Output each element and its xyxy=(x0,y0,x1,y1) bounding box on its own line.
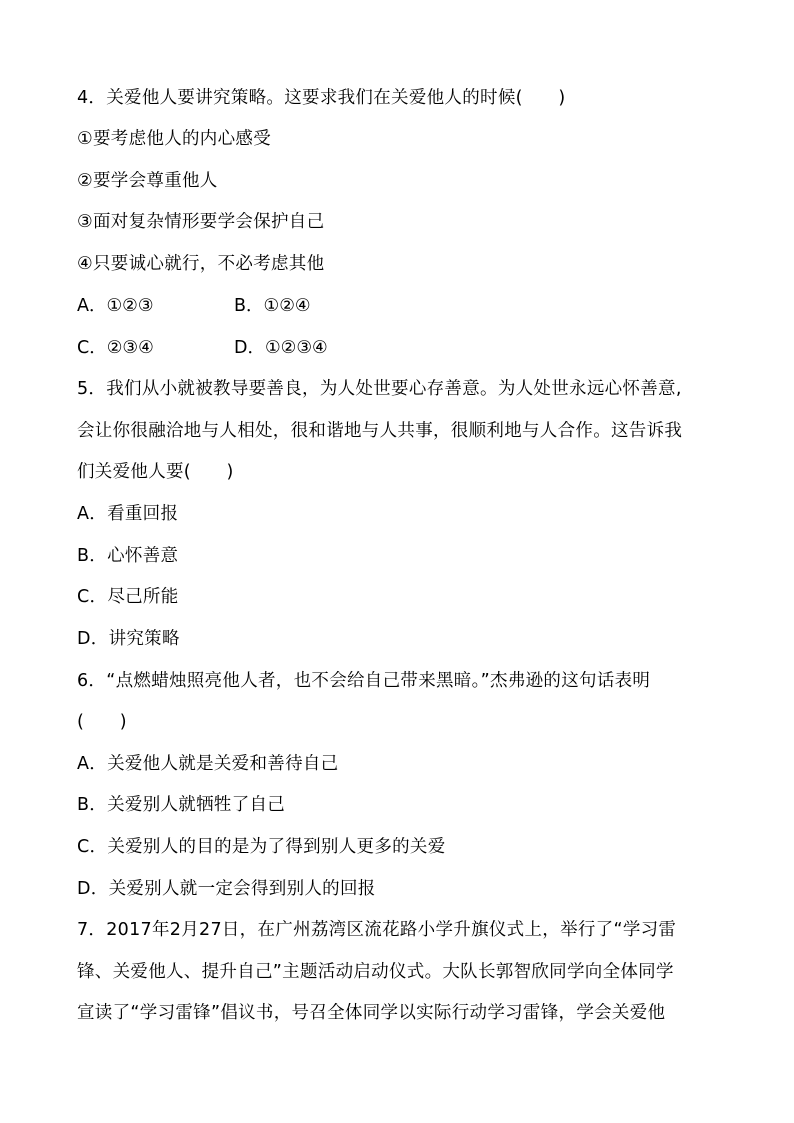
q7-stem-line-2: 锋、关爱他人、提升自己”主题活动启动仪式。大队长郭智欣同学向全体同学 xyxy=(77,962,674,982)
q4-option-c: C．②③④ xyxy=(77,338,154,358)
q4-options-row-1 xyxy=(77,294,311,318)
q7-stem-line-3: 宣读了“学习雷锋”倡议书，号召全体同学以实际行动学习雷锋，学会关爱他 xyxy=(77,1003,666,1023)
q4-item-4: ④只要诚心就行，不必考虑其他 xyxy=(77,254,325,274)
q5-option-d: D．讲究策略 xyxy=(77,629,180,649)
q6-option-a: A．关爱他人就是关爱和善待自己 xyxy=(77,754,339,774)
q4-stem: 4．关爱他人要讲究策略。这要求我们在关爱他人的时候( ) xyxy=(77,88,566,108)
q7-stem-line-1: 7．2017年2月27日，在广州荔湾区流花路小学升旗仪式上，举行了“学习雷 xyxy=(77,920,677,940)
q4-item-3: ③面对复杂情形要学会保护自己 xyxy=(77,212,325,232)
q5-stem-line-1: 5．我们从小就被教导要善良，为人处世要心存善意。为人处世永远心怀善意, xyxy=(77,379,682,399)
q6-stem-line-2: ( ) xyxy=(77,712,127,732)
q4-options-row-2 xyxy=(77,336,328,360)
q4-option-b: B．①②④ xyxy=(234,296,311,316)
q5-option-a: A．看重回报 xyxy=(77,504,179,524)
q5-option-c: C．尽己所能 xyxy=(77,587,179,607)
q5-stem-line-2: 会让你很融洽地与人相处，很和谐地与人共事，很顺利地与人合作。这告诉我 xyxy=(77,421,683,441)
q5-stem-line-3: 们关爱他人要( ) xyxy=(77,462,234,482)
q4-item-1: ①要考虑他人的内心感受 xyxy=(77,129,271,149)
q4-option-a: A．①②③ xyxy=(77,296,154,316)
q6-stem-line-1: 6．“点燃蜡烛照亮他人者，也不会给自己带来黑暗。”杰弗逊的这句话表明 xyxy=(77,671,651,691)
q4-option-d: D．①②③④ xyxy=(234,338,328,358)
q5-option-b: B．心怀善意 xyxy=(77,546,179,566)
q6-option-c: C．关爱别人的目的是为了得到别人更多的关爱 xyxy=(77,837,446,857)
q6-option-d: D．关爱别人就一定会得到别人的回报 xyxy=(77,879,376,899)
q6-option-b: B．关爱别人就牺牲了自己 xyxy=(77,795,286,815)
q4-item-2: ②要学会尊重他人 xyxy=(77,171,218,191)
